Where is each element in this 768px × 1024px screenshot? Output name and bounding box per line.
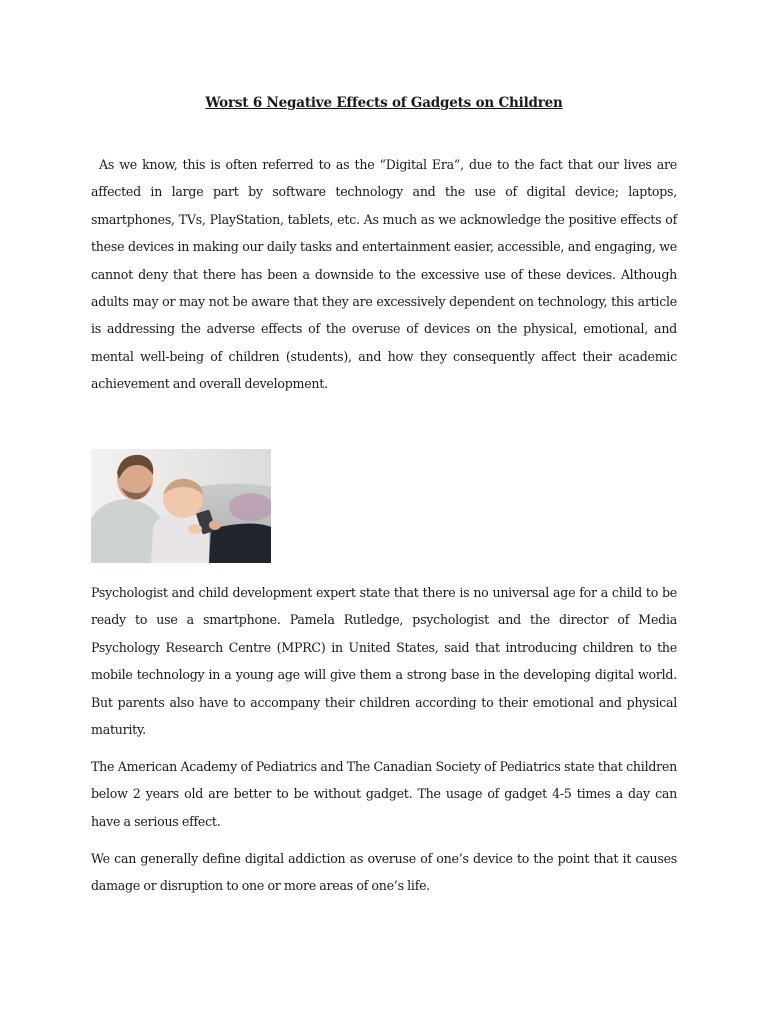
intro-paragraph: As we know, this is often referred to as the “Digital Era”, due to the fact that our lives are affected in large part by software technology and the use of digital device; laptops, smartphones, TVs, PlayStation, tablets, etc. As much as we acknowledge the positive effects of these devices in making our daily tasks and entertainment easier, accessible, and engaging, we cannot deny that there has been a downside to the excessive use of these devices. Although adults may or may not be aware that they are excessively dependent on technology, this article is addressing the adverse effects of the overuse of devices on the physical, emotional, and mental well-being of children (students), and how they consequently affect their academic achievement and overall development. [91, 157, 677, 392]
digital-addiction-paragraph: We can generally define digital addiction as overuse of one’s device to the point that it causes damage or disruption to one or more areas of one’s life. [91, 851, 677, 894]
pediatrics-paragraph: The American Academy of Pediatrics and The Canadian Society of Pediatrics state that children below 2 years old are better to be without gadget. The usage of gadget 4-5 times a day can have a serious effect. [91, 759, 677, 829]
psychologist-paragraph: Psychologist and child development expert state that there is no universal age for a child to be ready to use a smartphone. Pamela Rutledge, psychologist and the director of Media Psychology Research Centre (MPRC) in United States, said that introducing children to the mobile technology in a young age will give them a strong base in the developing digital world. But parents also have to accompany their children according to their emotional and physical maturity. [91, 585, 677, 738]
document-title: Worst 6 Negative Effects of Gadgets on Children [205, 95, 563, 111]
father-child-tablet-photo [91, 449, 271, 563]
